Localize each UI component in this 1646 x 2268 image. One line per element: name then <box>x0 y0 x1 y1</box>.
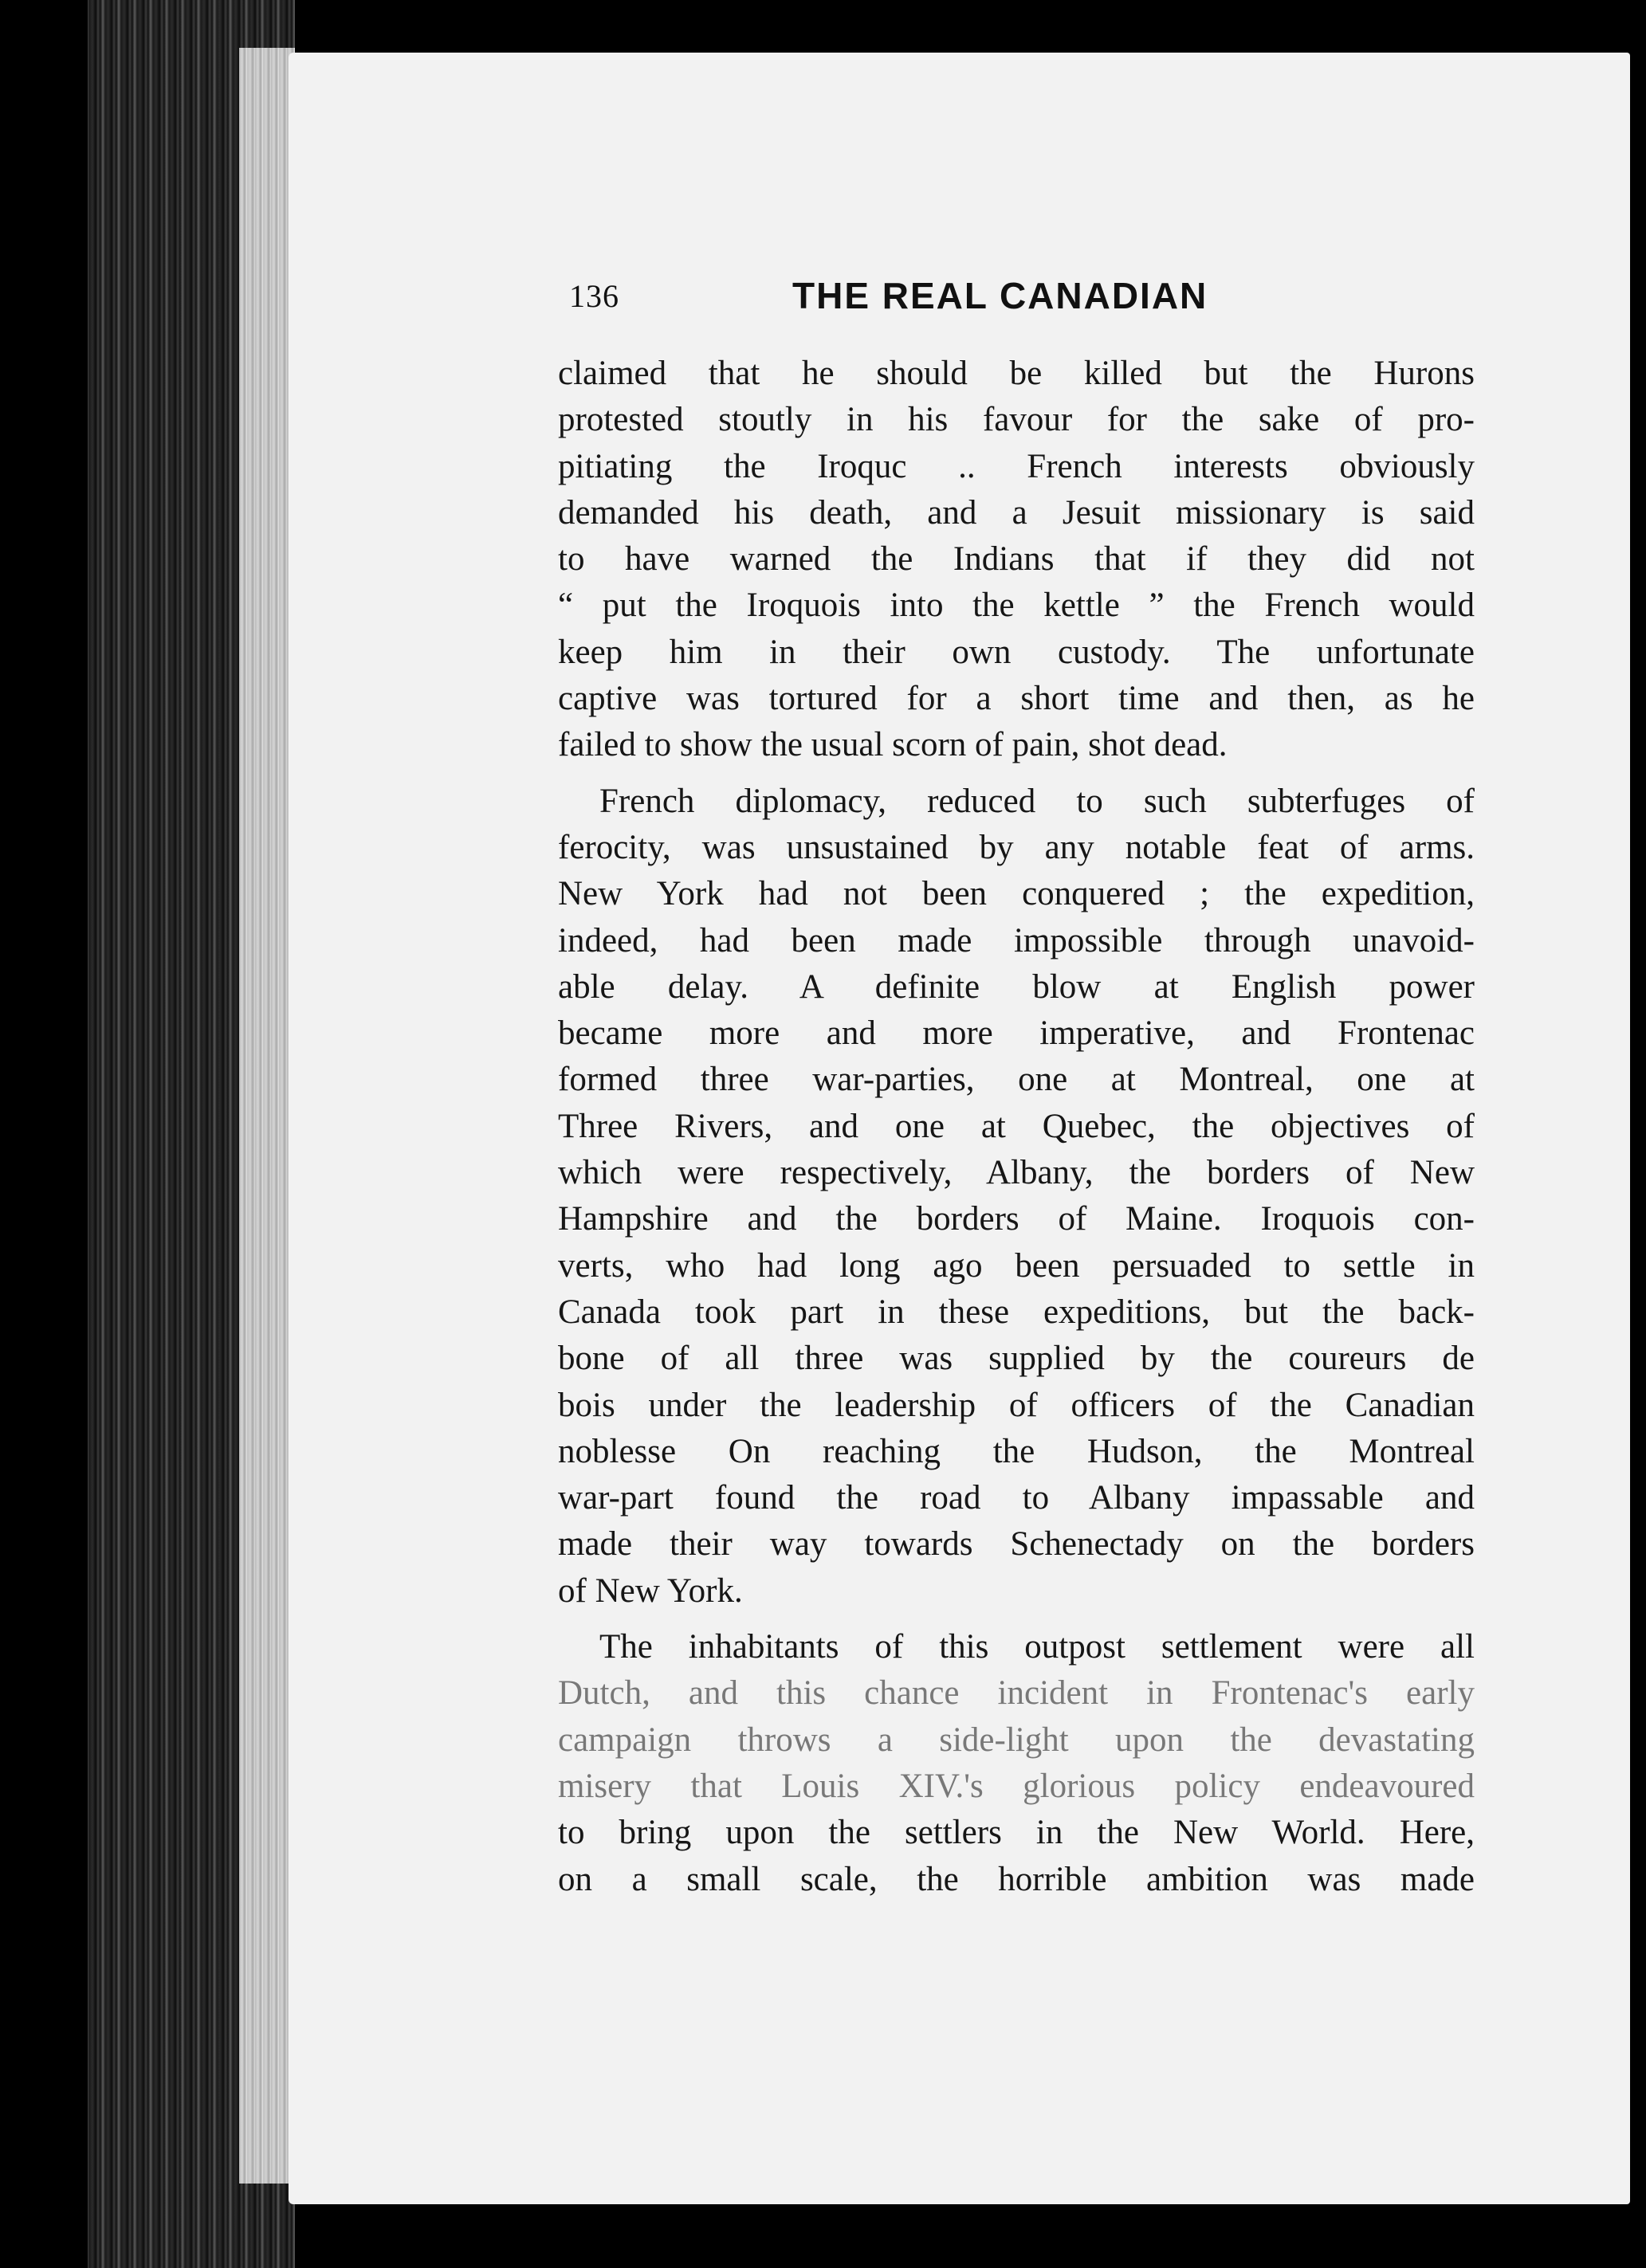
book-title: THE REAL CANADIAN <box>792 275 1208 316</box>
text-line: which were respectively, Albany, the borders of New <box>558 1154 1475 1192</box>
text-line: pitiating the Iroquc .. French interests obviously <box>558 447 1475 485</box>
text-line: became more and more imperative, and Frontenac <box>558 1014 1475 1053</box>
text-line: war-part found the road to Albany impassable and <box>558 1479 1475 1517</box>
text-line: French diplomacy, reduced to such subterfuges of <box>599 782 1475 820</box>
text-line: to have warned the Indians that if they did not <box>558 540 1475 579</box>
text-line: on a small scale, the horrible ambition was made <box>558 1860 1475 1898</box>
text-line: misery that Louis XIV.'s glorious policy endeavoured <box>558 1767 1475 1805</box>
text-line: verts, who had long ago been persuaded to settle in <box>558 1246 1475 1285</box>
page-fore-edge <box>239 48 295 2184</box>
text-line: able delay. A definite blow at English power <box>558 967 1475 1006</box>
text-line: formed three war-parties, one at Montreal, one at <box>558 1061 1475 1099</box>
text-line: bois under the leadership of officers of the Canadian <box>558 1386 1475 1424</box>
text-line: New York had not been conquered ; the expedition, <box>558 875 1475 913</box>
text-line: failed to show the usual scorn of pain, shot dead. <box>558 726 1228 764</box>
scan-border-right <box>1630 56 1646 2199</box>
text-line: The inhabitants of this outpost settlement were all <box>599 1628 1475 1666</box>
text-line: “ put the Iroquois into the kettle ” the French would <box>558 587 1475 625</box>
scan-border-left <box>0 0 88 2268</box>
text-line: protested stoutly in his favour for the sake of pro- <box>558 401 1475 439</box>
paragraph <box>558 351 1475 769</box>
text-line: bone of all three was supplied by the coureurs de <box>558 1340 1475 1378</box>
text-line: demanded his death, and a Jesuit missionary is said <box>558 493 1475 532</box>
body-text <box>558 351 1475 1903</box>
page-number: 136 <box>569 278 619 314</box>
text-line: Dutch, and this chance incident in Frontenac's early <box>558 1674 1475 1713</box>
text-line: campaign throws a side-light upon the devastating <box>558 1721 1475 1759</box>
text-line: claimed that he should be killed but the Hurons <box>558 355 1475 392</box>
text-line: to bring upon the settlers in the New World. Here, <box>558 1814 1475 1852</box>
text-line: ferocity, was unsustained by any notable feat of arms. <box>558 828 1475 866</box>
running-head <box>569 277 1255 325</box>
text-line: Hampshire and the borders of Maine. Iroquois con- <box>558 1200 1475 1238</box>
paragraph <box>558 1624 1475 1903</box>
text-line: Three Rivers, and one at Quebec, the objectives of <box>558 1107 1475 1145</box>
paragraph <box>558 779 1475 1615</box>
text-line: made their way towards Schenectady on the borders <box>558 1525 1475 1564</box>
text-line: keep him in their own custody. The unfortunate <box>558 633 1475 671</box>
text-line: captive was tortured for a short time and then, as he <box>558 680 1475 718</box>
text-line: Canada took part in these expeditions, but the back- <box>558 1293 1475 1331</box>
text-line: indeed, had been made impossible through unavoid- <box>558 921 1475 959</box>
text-line: noblesse On reaching the Hudson, the Montreal <box>558 1432 1475 1470</box>
text-line: of New York. <box>558 1572 743 1610</box>
